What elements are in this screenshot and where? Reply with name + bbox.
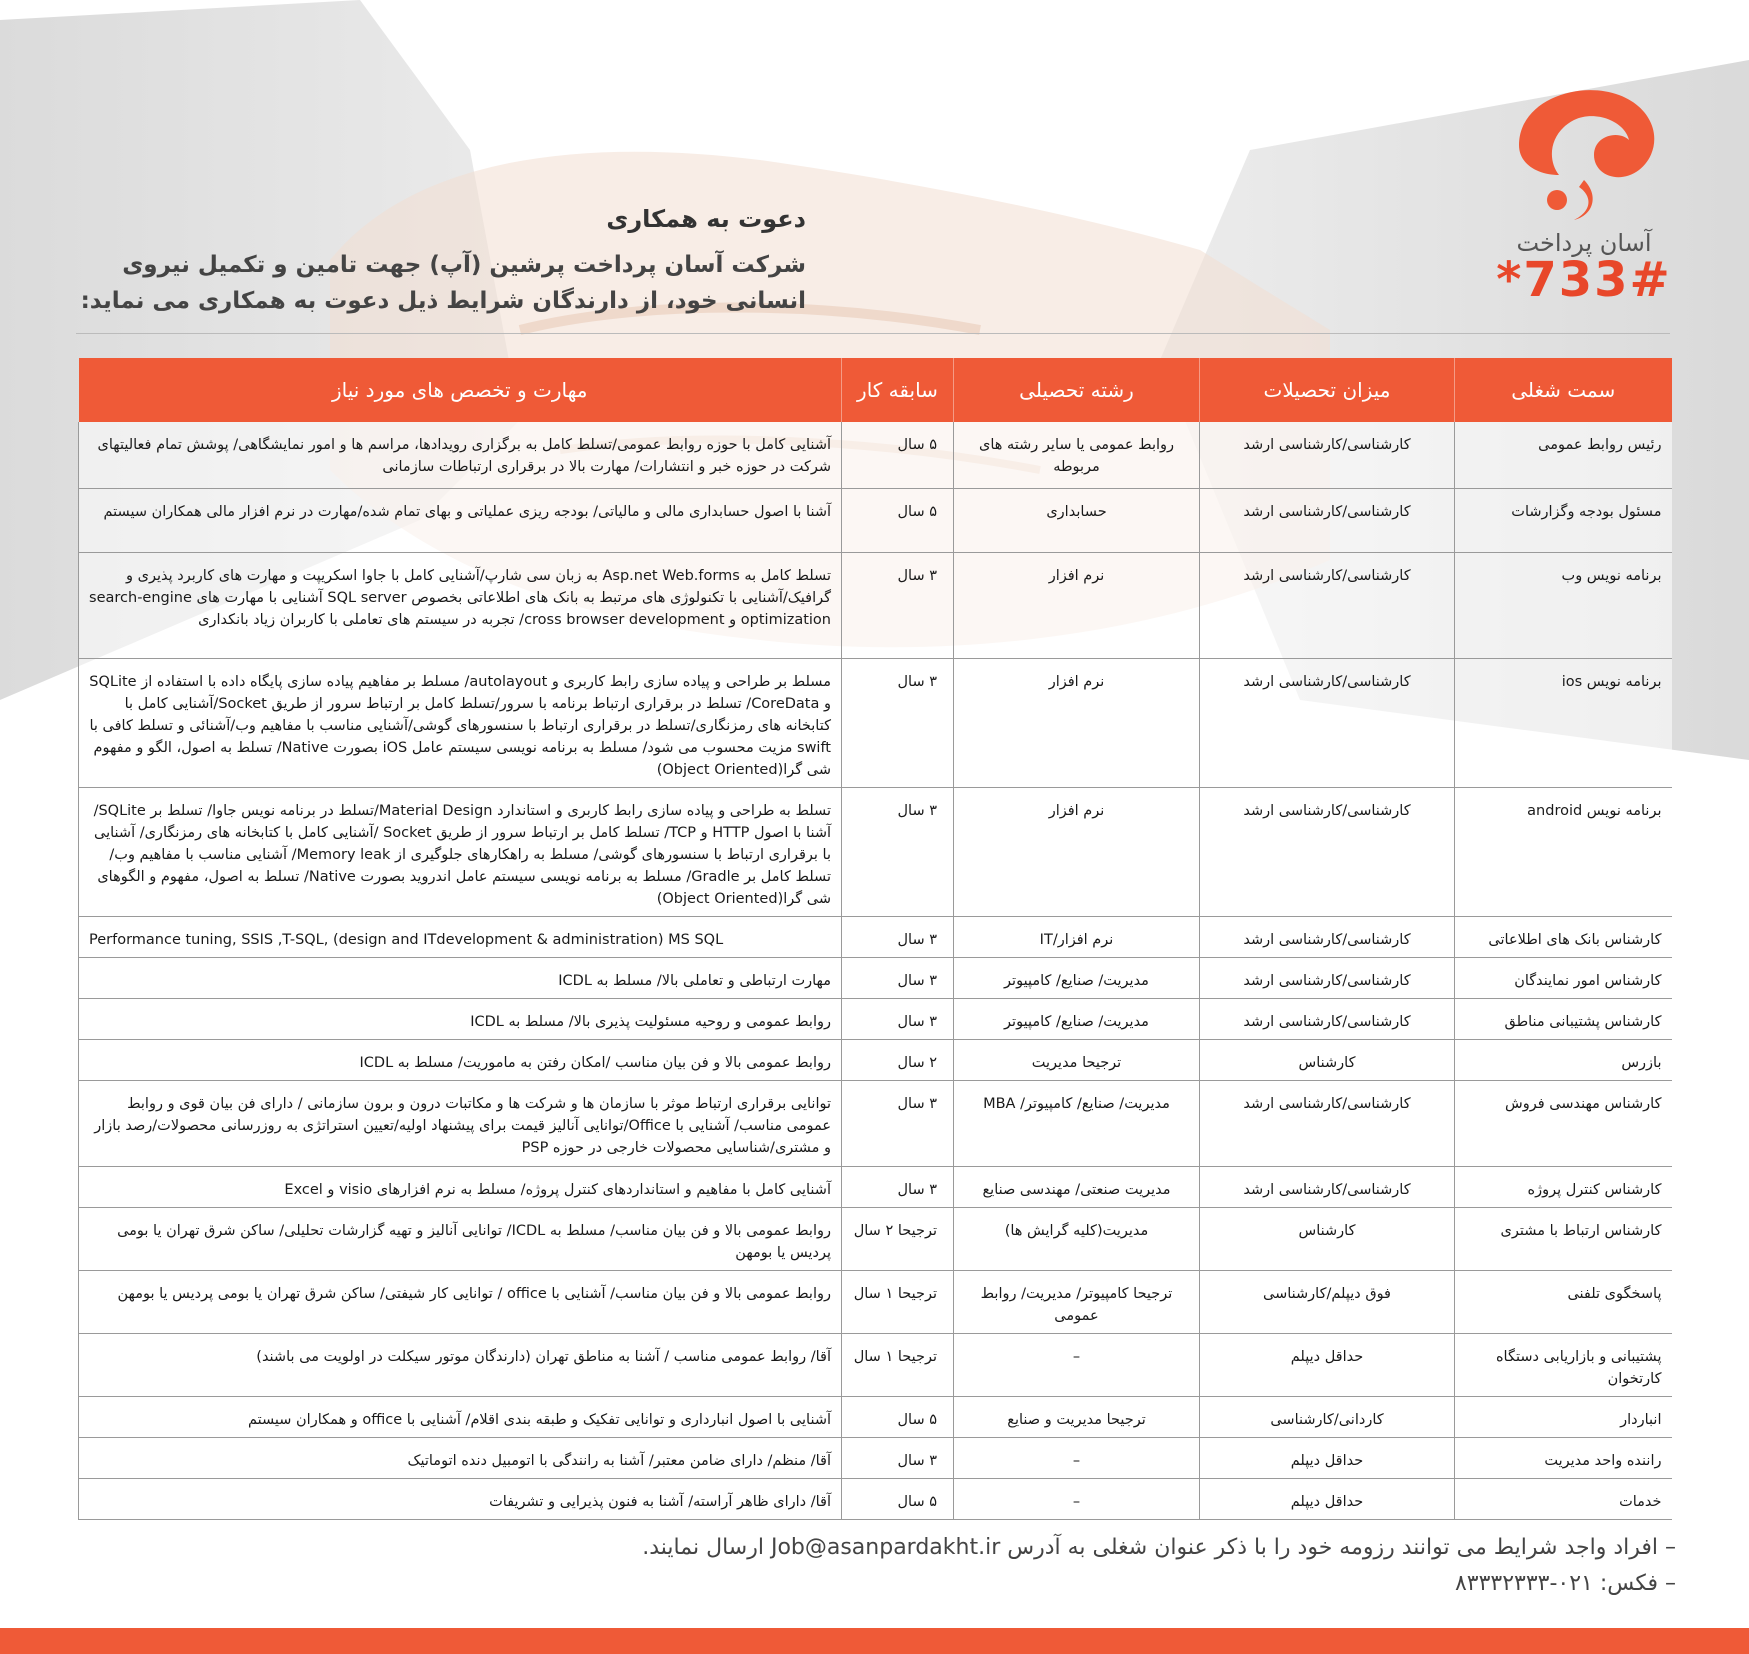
cell-field: – (954, 1333, 1200, 1396)
cell-experience: ۳ سال (842, 916, 954, 957)
cell-skills: روابط عمومی بالا و فن بیان مناسب/ آشنایی با office / توانایی کار شیفتی/ ساکن شرق تهران یا بومی پردیس یا بومهن (79, 1270, 842, 1333)
cell-education: کارشناسی/کارشناسی ارشد (1200, 488, 1455, 552)
col-header-skills: مهارت و تخصص های مورد نیاز (79, 358, 842, 422)
cell-education: کارشناس (1200, 1207, 1455, 1270)
cell-experience: ۵ سال (842, 422, 954, 488)
cell-skills: آقا/ منظم/ دارای ضامن معتبر/ آشنا به رانندگی با اتومبیل دنده اتوماتیک (79, 1437, 842, 1478)
cell-experience: ۳ سال (842, 1437, 954, 1478)
cell-education: کارشناسی/کارشناسی ارشد (1200, 552, 1455, 658)
cell-field: نرم افزار (954, 787, 1200, 916)
table-row (79, 1270, 1672, 1333)
cell-field: ترجیحا مدیریت (954, 1039, 1200, 1080)
cell-position: خدمات (1455, 1478, 1672, 1519)
cell-skills: آشنا با اصول حسابداری مالی و مالیاتی/ بودجه ریزی عملیاتی و بهای تمام شده/مهارت در نرم افزار مالی همکاران سیستم (79, 488, 842, 552)
resume-instruction: – افراد واجد شرایط می توانند رزومه خود را با ذکر عنوان شغلی به آدرس Job@asanpardakht.ir ارسال نمایند. (642, 1535, 1676, 1560)
cell-experience: ۳ سال (842, 998, 954, 1039)
cell-skills: مهارت ارتباطی و تعاملی بالا/ مسلط به ICDL (79, 957, 842, 998)
cell-skills: آشنایی با اصول انبارداری و توانایی تفکیک و طبقه بندی اقلام/ آشنایی با office و همکاران سیستم (79, 1396, 842, 1437)
cell-education: کارشناس (1200, 1039, 1455, 1080)
invitation-header (76, 205, 806, 319)
cell-experience: ۵ سال (842, 1478, 954, 1519)
cell-position: پاسخگوی تلفنی (1455, 1270, 1672, 1333)
cell-experience: ۳ سال (842, 957, 954, 998)
table-row (79, 1396, 1672, 1437)
cell-skills: آقا/ روابط عمومی مناسب / آشنا به مناطق تهران (دارندگان موتور سیکلت در اولویت می باشند) (79, 1333, 842, 1396)
cell-position: راننده واحد مدیریت (1455, 1437, 1672, 1478)
table-row (79, 916, 1672, 957)
table-row (79, 1478, 1672, 1519)
ussd-code: *733# (1496, 252, 1672, 308)
cell-education: کارشناسی/کارشناسی ارشد (1200, 957, 1455, 998)
cell-skills: آقا/ دارای ظاهر آراسته/ آشنا به فنون پذیرایی و تشریفات (79, 1478, 842, 1519)
table-row (79, 1166, 1672, 1207)
cell-position: مسئول بودجه وگزارشات (1455, 488, 1672, 552)
cell-education: کارشناسی/کارشناسی ارشد (1200, 787, 1455, 916)
cell-experience: ۳ سال (842, 552, 954, 658)
cell-skills: آشنایی کامل با مفاهیم و استانداردهای کنترل پروژه/ مسلط به نرم افزارهای visio و Excel (79, 1166, 842, 1207)
cell-skills: روابط عمومی بالا و فن بیان مناسب/ مسلط به ICDL/ توانایی آنالیز و تهیه گزارشات تحلیلی/ ساکن شرق تهران یا بومی پردیس یا بومهن (79, 1207, 842, 1270)
cell-field: مدیریت(کلیه گرایش ها) (954, 1207, 1200, 1270)
cell-experience: ۲ سال (842, 1039, 954, 1080)
cell-education: حداقل دیپلم (1200, 1437, 1455, 1478)
logo-text: آسان پرداخت (1516, 229, 1652, 257)
cell-education: کارشناسی/کارشناسی ارشد (1200, 916, 1455, 957)
table-row (79, 658, 1672, 787)
cell-position: کارشناس ارتباط با مشتری (1455, 1207, 1672, 1270)
cell-position: کارشناس مهندسی فروش (1455, 1080, 1672, 1166)
cell-experience: ۵ سال (842, 1396, 954, 1437)
col-header-experience: سابقه کار (842, 358, 954, 422)
jobs-table (78, 358, 1672, 1520)
cell-position: کارشناس بانک های اطلاعاتی (1455, 916, 1672, 957)
cell-skills: روابط عمومی بالا و فن بیان مناسب /امکان رفتن به ماموریت/ مسلط به ICDL (79, 1039, 842, 1080)
cell-education: فوق دیپلم/کارشناسی (1200, 1270, 1455, 1333)
cell-education: کارشناسی/کارشناسی ارشد (1200, 658, 1455, 787)
table-row (79, 1437, 1672, 1478)
cell-field: ترجیحا مدیریت و صنایع (954, 1396, 1200, 1437)
header-divider (76, 333, 1670, 334)
table-row (79, 1080, 1672, 1166)
table-row (79, 787, 1672, 916)
cell-position: کارشناس کنترل پروژه (1455, 1166, 1672, 1207)
table-row (79, 957, 1672, 998)
cell-education: کارشناسی/کارشناسی ارشد (1200, 1166, 1455, 1207)
cell-skills: Performance tuning, SSIS ,T-SQL, (design and ITdevelopment & administration) MS SQL (79, 916, 842, 957)
fax-number: – فکس: ۰۲۱-۸۳۳۳۲۳۳۳ (1454, 1571, 1676, 1596)
cell-position: بازرس (1455, 1039, 1672, 1080)
cell-skills: تسلط به طراحی و پیاده سازی رابط کاربری و استاندارد Material Design/تسلط در برنامه نویس جاوا/ تسلط بر SQLite/آشنا با اصول HTTP و TCP/ تسلط کامل بر ارتباط سرور از طریق Socket /آشنایی کامل با کتابخانه های رمزنگاری/ آشنایی با برقراری ارتباط با سنسورهای گوشی/ مسلط به راهکارهای جلوگیری از Memory leak/ آشنایی مناسب با مفاهیم وب/ تسلط کامل بر Gradle/ مسلط به برنامه نویسی سیستم عامل اندروید بصورت Native/ تسلط به اصول، مفهوم و الگوهای شی گرا(Object Oriented) (79, 787, 842, 916)
col-header-field: رشته تحصیلی (954, 358, 1200, 422)
logo-mark-icon (1499, 75, 1669, 225)
cell-field: روابط عمومی یا سایر رشته های مربوطه (954, 422, 1200, 488)
cell-experience: ترجیحا ۲ سال (842, 1207, 954, 1270)
cell-skills: روابط عمومی و روحیه مسئولیت پذیری بالا/ مسلط به ICDL (79, 998, 842, 1039)
cell-experience: ۳ سال (842, 658, 954, 787)
cell-position: کارشناس پشتیبانی مناطق (1455, 998, 1672, 1039)
table-row (79, 1333, 1672, 1396)
cell-field: ترجیحا کامپیوتر/ مدیریت/ روابط عمومی (954, 1270, 1200, 1333)
table-row (79, 1039, 1672, 1080)
cell-field: – (954, 1478, 1200, 1519)
cell-experience: ترجیحا ۱ سال (842, 1333, 954, 1396)
cell-field: مدیریت/ صنایع/ کامپیوتر (954, 998, 1200, 1039)
cell-field: نرم افزار (954, 658, 1200, 787)
table-row (79, 1207, 1672, 1270)
table-row (79, 998, 1672, 1039)
bottom-accent-bar (0, 1628, 1749, 1654)
cell-position: برنامه نویس وب (1455, 552, 1672, 658)
table-row (79, 422, 1672, 488)
cell-field: نرم افزار/IT (954, 916, 1200, 957)
table-header-row (79, 358, 1672, 422)
cell-skills: توانایی برقراری ارتباط موثر با سازمان ها و شرکت ها و مکاتبات درون و برون سازمانی / دارای فن بیان قوی و روابط عمومی مناسب/ آشنایی با Office/توانایی آنالیز قیمت برای پیشنهاد اولیه/تعیین استراتژی به روزرسانی محصولات/رصد بازار و مشتری/شناسایی محصولات خارجی در حوزه PSP (79, 1080, 842, 1166)
cell-education: کارشناسی/کارشناسی ارشد (1200, 422, 1455, 488)
col-header-position: سمت شغلی (1455, 358, 1672, 422)
cell-field: – (954, 1437, 1200, 1478)
table-row (79, 488, 1672, 552)
cell-field: نرم افزار (954, 552, 1200, 658)
cell-position: رئیس روابط عمومی (1455, 422, 1672, 488)
page-title: دعوت به همکاری (606, 205, 806, 233)
cell-education: کارشناسی/کارشناسی ارشد (1200, 998, 1455, 1039)
cell-experience: ترجیحا ۱ سال (842, 1270, 954, 1333)
cell-position: پشتیبانی و بازاریابی دستگاه کارتخوان (1455, 1333, 1672, 1396)
table-row (79, 552, 1672, 658)
cell-skills: مسلط بر طراحی و پیاده سازی رابط کاربری و autolayout/ مسلط بر مفاهیم پیاده سازی پایگاه داده با استفاده از SQLite و CoreData/ تسلط در برقراری ارتباط برنامه با سرور/تسلط کامل بر ارتباط سرور از طریق Socket/آشنایی کامل با کتابخانه های رمزنگاری/تسلط در برقراری ارتباط با سنسورهای گوشی/آشنایی مناسب با مفاهیم وب/آشنائی و تسلط کافی با swift مزیت محسوب می شود/ مسلط به برنامه نویسی سیستم عامل iOS بصورت Native/ تسلط به اصول، الگو و مفهوم شی گرا(Object Oriented) (79, 658, 842, 787)
cell-position: انباردار (1455, 1396, 1672, 1437)
contact-footer (76, 1530, 1676, 1602)
cell-education: حداقل دیپلم (1200, 1333, 1455, 1396)
page-description: شرکت آسان پرداخت پرشین (آپ) جهت تامین و تکمیل نیروی انسانی خود، از دارندگان شرایط ذیل دعوت به همکاری می نماید: (80, 252, 806, 314)
cell-experience: ۳ سال (842, 1080, 954, 1166)
cell-education: کارشناسی/کارشناسی ارشد (1200, 1080, 1455, 1166)
col-header-education: میزان تحصیلات (1200, 358, 1455, 422)
cell-position: برنامه نویس ios (1455, 658, 1672, 787)
cell-field: مدیریت/ صنایع/ کامپیوتر (954, 957, 1200, 998)
cell-field: مدیریت صنعتی/ مهندسی صنایع (954, 1166, 1200, 1207)
cell-field: مدیریت/ صنایع/ کامپیوتر/ MBA (954, 1080, 1200, 1166)
company-logo (1489, 75, 1679, 308)
cell-skills: آشنایی کامل با حوزه روابط عمومی/تسلط کامل به برگزاری رویدادها، مراسم ها و امور نمایشگاهی/ پوشش تمام فعالیتهای شرکت در حوزه خبر و انتشارات/ مهارت بالا در برقراری ارتباطات سازمانی (79, 422, 842, 488)
cell-position: برنامه نویس android (1455, 787, 1672, 916)
cell-education: حداقل دیپلم (1200, 1478, 1455, 1519)
cell-position: کارشناس امور نمایندگان (1455, 957, 1672, 998)
cell-skills: تسلط کامل به Asp.net Web.forms به زبان سی شارپ/آشنایی کامل با جاوا اسکریپت و مهارت های کاربرد پذیری و گرافیک/آشنایی با تکنولوژی های مرتبط به بانک های اطلاعاتی بخصوص SQL server آشنایی با مهارت های search-engine optimization و cross browser development/ تجربه در سیستم های تعاملی با کاربران زیاد بانکداری (79, 552, 842, 658)
cell-experience: ۵ سال (842, 488, 954, 552)
cell-education: کاردانی/کارشناسی (1200, 1396, 1455, 1437)
cell-field: حسابداری (954, 488, 1200, 552)
cell-experience: ۳ سال (842, 787, 954, 916)
cell-experience: ۳ سال (842, 1166, 954, 1207)
